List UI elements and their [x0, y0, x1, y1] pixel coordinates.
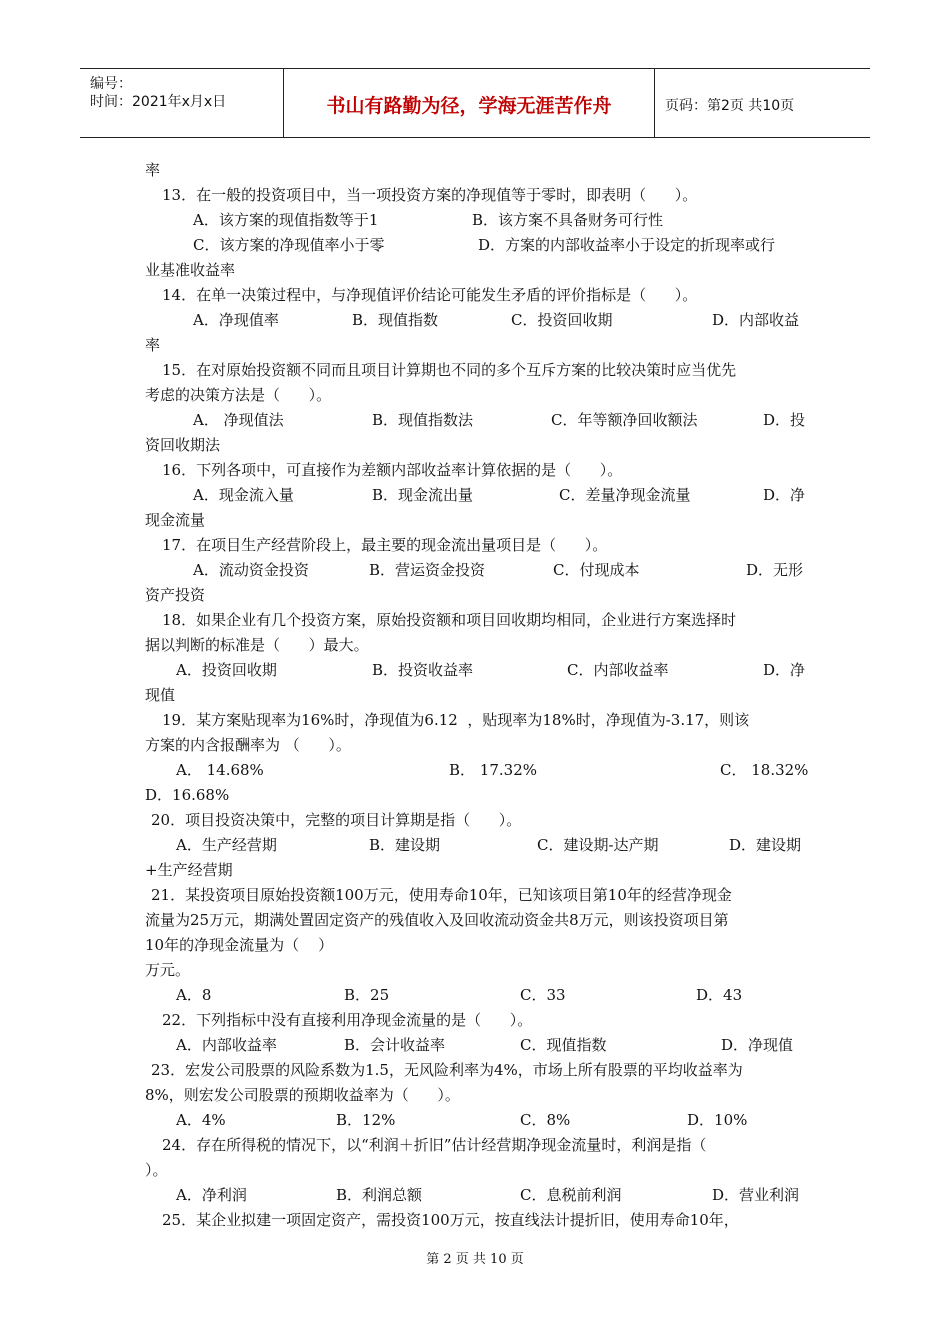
page-footer: 第 2 页 共 10 页 [426, 1252, 524, 1267]
text-line: 现金流量 [145, 511, 206, 529]
option-c: C．建设期-达产期 [537, 836, 659, 854]
text-line: 资回收期法 [145, 436, 221, 454]
option-c: C．付现成本 [553, 561, 640, 579]
option-b: B．投资收益率 [372, 661, 474, 679]
option-d: D．43 [696, 986, 743, 1004]
option-d: D．营业利润 [712, 1186, 800, 1204]
option-b: B．营运资金投资 [369, 561, 486, 579]
option-c: C． 18.32% [720, 761, 809, 779]
text-line: 万元。 [145, 961, 191, 979]
option-b: B．会计收益率 [344, 1036, 446, 1054]
option-b: B．25 [344, 986, 390, 1004]
header-page-label: 页码：第2页 共10页 [665, 98, 795, 114]
question-14: 14．在单一决策过程中，与净现值评价结论可能发生矛盾的评价指标是（ ）。 [162, 286, 698, 304]
header-page-cell [655, 69, 870, 137]
option-a: A．流动资金投资 [193, 561, 309, 579]
question-24: 24．存在所得税的情况下，以“利润＋折旧”估计经营期净现金流量时，利润是指（ [162, 1136, 707, 1154]
question-13: 13．在一般的投资项目中，当一项投资方案的净现值等于零时，即表明（ ）。 [162, 186, 698, 204]
text-line: 流量为25万元，期满处置固定资产的残值收入及回收流动资金共8万元，则该投资项目第 [145, 911, 729, 929]
option-a: A．内部收益率 [176, 1036, 277, 1054]
text-line: 率 [145, 161, 161, 179]
document-number-label: 编号： [90, 76, 132, 92]
question-21: 21．某投资项目原始投资额100万元，使用寿命10年，已知该项目第10年的经营净现金 [151, 886, 732, 904]
option-b: B．12% [336, 1111, 396, 1129]
option-c: C．息税前利润 [520, 1186, 622, 1204]
question-15: 15．在对原始投资额不同而且项目计算期也不同的多个互斥方案的比较决策时应当优先 [162, 361, 737, 379]
text-line: 资产投资 [145, 586, 206, 604]
header-info-cell [80, 69, 284, 137]
option-b: B． 17.32% [449, 761, 537, 779]
option-c: C．投资回收期 [511, 311, 613, 329]
text-line: 据以判断的标准是（ ）最大。 [145, 636, 369, 654]
option-d: D．10% [687, 1111, 748, 1129]
text-line: ）。 [145, 1161, 168, 1179]
option-d: D．内部收益 [712, 311, 800, 329]
option-d: D．无形 [746, 561, 804, 579]
option-a: A．现金流入量 [193, 486, 294, 504]
option-d: D．净现值 [721, 1036, 794, 1054]
option-d: D．建设期 [729, 836, 802, 854]
question-16: 16．下列各项中，可直接作为差额内部收益率计算依据的是（ ）。 [162, 461, 623, 479]
option-c: C．差量净现金流量 [559, 486, 691, 504]
option-a: A．该方案的现值指数等于1 [193, 211, 379, 229]
question-22: 22．下列指标中没有直接利用净现金流量的是（ ）。 [162, 1011, 533, 1029]
option-d: D．投 [763, 411, 806, 429]
option-a: A． 净现值法 [193, 411, 284, 429]
text-line: 8%，则宏发公司股票的预期收益率为（ ）。 [145, 1086, 460, 1104]
option-a: A．净利润 [176, 1186, 247, 1204]
text-line: +生产经营期 [145, 861, 233, 879]
question-20: 20．项目投资决策中，完整的项目计算期是指（ ）。 [151, 811, 522, 829]
option-c: C．33 [520, 986, 566, 1004]
option-b: B．现值指数 [352, 311, 439, 329]
option-c: C．内部收益率 [567, 661, 669, 679]
option-d: D．净 [763, 486, 806, 504]
option-c: C．现值指数 [520, 1036, 607, 1054]
text-line: 现值 [145, 686, 176, 704]
option-b: B．现值指数法 [372, 411, 474, 429]
option-c: C．该方案的净现值率小于零 [193, 236, 385, 254]
header-motto-cell [284, 69, 655, 137]
text-line: 率 [145, 336, 161, 354]
question-17: 17．在项目生产经营阶段上，最主要的现金流出量项目是（ ）。 [162, 536, 608, 554]
document-date-label: 时间：2021年x月x日 [90, 94, 227, 110]
option-c: C．8% [520, 1111, 571, 1129]
option-d: D．方案的内部收益率小于设定的折现率或行 [478, 236, 776, 254]
text-line: 方案的内含报酬率为 （ ）。 [145, 736, 351, 754]
option-b: B．利润总额 [336, 1186, 423, 1204]
option-b: B．该方案不具备财务可行性 [472, 211, 664, 229]
header-motto: 书山有路勤为径，学海无涯苦作舟 [326, 95, 612, 117]
option-d: D．16.68% [145, 786, 230, 804]
text-line: 业基准收益率 [145, 261, 236, 279]
option-a: A．8 [176, 986, 212, 1004]
option-c: C．年等额净回收额法 [551, 411, 698, 429]
option-a: A．生产经营期 [176, 836, 277, 854]
option-a: A．4% [176, 1111, 226, 1129]
question-23: 23．宏发公司股票的风险系数为1.5，无风险利率为4%，市场上所有股票的平均收益率为 [151, 1061, 743, 1079]
option-b: B．建设期 [369, 836, 441, 854]
question-25: 25．某企业拟建一项固定资产，需投资100万元，按直线法计提折旧，使用寿命10年， [162, 1211, 739, 1229]
option-a: A．净现值率 [193, 311, 279, 329]
option-a: A．投资回收期 [176, 661, 277, 679]
question-19: 19．某方案贴现率为16%时，净现值为6.12 ，贴现率为18%时，净现值为-3.17，则该 [162, 711, 750, 729]
text-line: 考虑的决策方法是（ ）。 [145, 386, 332, 404]
option-a: A． 14.68% [176, 761, 264, 779]
text-line: 10年的净现金流量为（ ） [145, 936, 334, 954]
page-header [80, 68, 870, 138]
option-d: D．净 [763, 661, 806, 679]
question-18: 18．如果企业有几个投资方案，原始投资额和项目回收期均相同，企业进行方案选择时 [162, 611, 737, 629]
option-b: B．现金流出量 [372, 486, 474, 504]
